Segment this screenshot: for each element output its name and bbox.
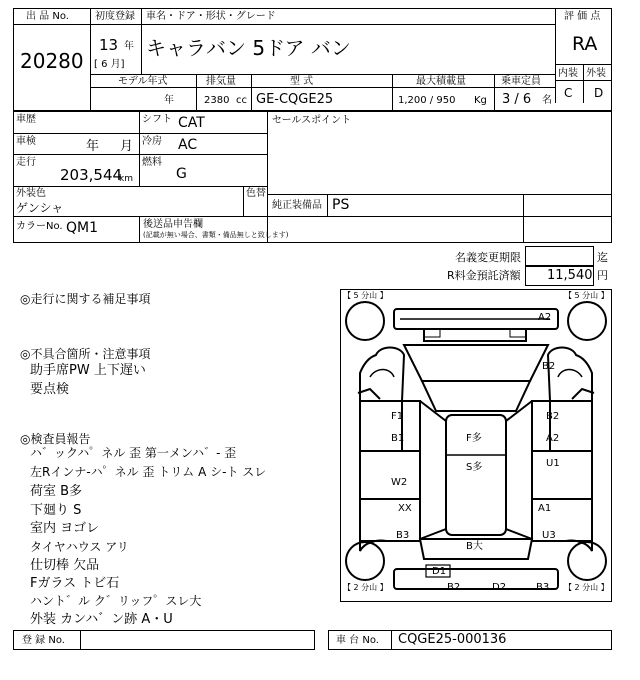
mark-f1: F1 [391, 411, 404, 422]
capacity-value: 3 / 6 [502, 92, 532, 107]
interior-label: 内装 [558, 68, 578, 79]
inspection-year-unit: 年 [86, 139, 100, 154]
ac-value: AC [178, 137, 198, 153]
tire-front-left: 【 5 分山 】 [343, 291, 388, 300]
running-notes-title: ◎走行に関する補足事項 [20, 292, 151, 306]
recycle-label: R料金預託済額 [447, 269, 521, 282]
inspector-line-5: 室内 ヨゴレ [30, 521, 100, 536]
mark-b1: B1 [391, 433, 405, 444]
mark-b-large: B大 [466, 541, 483, 552]
mark-a2-front: A2 [538, 312, 552, 323]
type-value: GE-CQGE25 [256, 92, 334, 107]
recycle-unit: 円 [597, 269, 608, 282]
mark-u3: U3 [542, 530, 556, 541]
registration-label: 登 録 No. [22, 635, 65, 646]
mileage-value: 203,544 [60, 166, 123, 184]
inspector-line-2: 左Rインナ-ハ゜ネル 歪 トリム A シ-ト スレ [30, 465, 267, 479]
color-no-label: カラーNo. [16, 221, 63, 232]
docs-note: (記載が無い場合、書類・備品無しと致します) [143, 231, 289, 239]
recycle-value: 11,540 [547, 268, 593, 283]
mark-f-multi: F多 [466, 433, 482, 444]
deadline-box [525, 246, 594, 266]
mark-d1: D1 [432, 566, 447, 577]
ac-label: 冷房 [142, 136, 162, 147]
mileage-label: 走行 [16, 157, 36, 168]
exterior-label: 外装 [586, 68, 606, 79]
fuel-value: G [176, 166, 187, 182]
mark-a1: A1 [538, 503, 552, 514]
max-load-label: 最大積載量 [416, 76, 466, 87]
mark-b3-left: B3 [396, 530, 410, 541]
inspector-line-4: 下廻り S [30, 503, 82, 518]
defect-line-1: 助手席PW 上下遅い [30, 363, 146, 378]
displacement-unit: cc [236, 95, 247, 106]
tire-rear-left: 【 2 分山 】 [343, 583, 388, 592]
color-no-value: QM1 [66, 220, 99, 236]
interior-score: C [564, 86, 573, 100]
score-label: 評 価 点 [564, 11, 601, 22]
mark-a2-side: A2 [546, 433, 560, 444]
fuel-label: 燃料 [142, 157, 162, 168]
first-reg-year-unit: 年 [124, 41, 134, 52]
deadline-label: 名義変更期限 [455, 251, 521, 264]
mark-xx: XX [398, 503, 412, 514]
mark-b2-rear: B2 [447, 582, 461, 593]
tire-rear-right: 【 2 分山 】 [564, 583, 609, 592]
score: RA [572, 33, 598, 55]
inspector-title: ◎検査員報告 [20, 432, 91, 446]
max-load-value: 1,200 / 950 [398, 95, 456, 106]
equipment-value: PS [332, 197, 350, 213]
defect-line-2: 要点検 [30, 382, 70, 397]
inspection-label: 車検 [16, 136, 36, 147]
mark-w2: W2 [391, 477, 408, 488]
max-load-unit: Kg [474, 95, 487, 106]
deadline-suffix: 迄 [597, 251, 608, 264]
exterior-color-label: 外装色 [16, 188, 46, 199]
mark-b2-side: B2 [546, 411, 560, 422]
color-change-label: 色替 [246, 188, 266, 199]
mileage-unit: km [119, 174, 133, 184]
first-reg-month: [ 6 月] [94, 59, 125, 70]
mark-b3-rear: B3 [536, 582, 550, 593]
type-label: 型 式 [290, 76, 314, 87]
mark-s-multi: S多 [466, 462, 483, 473]
history-label: 車歴 [16, 114, 36, 125]
inspector-line-6: タイヤハウス アリ [30, 540, 129, 554]
capacity-label: 乗車定員 [501, 76, 541, 87]
inspector-line-3: 荷室 B多 [30, 484, 83, 499]
exterior-color-value: ゲンシャ [16, 201, 64, 215]
lot-number: 20280 [20, 49, 84, 73]
chassis-label: 車 台 No. [336, 635, 379, 646]
inspector-line-7: 仕切棒 欠品 [30, 558, 100, 573]
shift-value: CAT [178, 115, 205, 131]
vehicle-outline [340, 289, 612, 602]
sales-point-label: セールスポイント [272, 115, 352, 126]
equipment-label: 純正装備品 [272, 200, 322, 211]
shift-label: シフト [142, 114, 172, 125]
model-year-label: モデル年式 [118, 76, 168, 87]
inspector-line-9: ハント゛ル ク゛リッフ゜スレ大 [30, 594, 202, 608]
car-name: キャラバン 5ドア バン [146, 36, 351, 60]
capacity-unit: 名 [542, 95, 552, 106]
car-name-label: 車名・ドア・形状・グレード [146, 11, 276, 22]
displacement-value: 2380 [204, 95, 230, 106]
inspector-line-1: ハ゛ックハ゜ネル 歪 第一メンハ゛- 歪 [30, 446, 237, 460]
inspection-month-unit: 月 [120, 139, 134, 154]
chassis-number: CQGE25-000136 [398, 632, 507, 647]
inspector-line-8: Fガラス トビ石 [30, 576, 120, 591]
displacement-label: 排気量 [206, 76, 236, 87]
defects-title: ◎不具合箇所・注意事項 [20, 347, 151, 361]
mark-u1: U1 [546, 458, 560, 469]
first-reg-year: 13 [99, 36, 119, 54]
tire-front-right: 【 5 分山 】 [564, 291, 609, 300]
exterior-score: D [594, 86, 604, 100]
mark-b2-right-fender: B2 [542, 361, 556, 372]
inspector-line-10: 外装 カンハ゛ン跡 A・U [30, 612, 173, 627]
model-year-unit: 年 [164, 95, 174, 106]
lot-label: 出 品 No. [26, 11, 69, 22]
docs-label: 後送品申告欄 [143, 219, 203, 230]
first-reg-label: 初度登録 [95, 11, 135, 22]
mark-d2: D2 [492, 582, 507, 593]
